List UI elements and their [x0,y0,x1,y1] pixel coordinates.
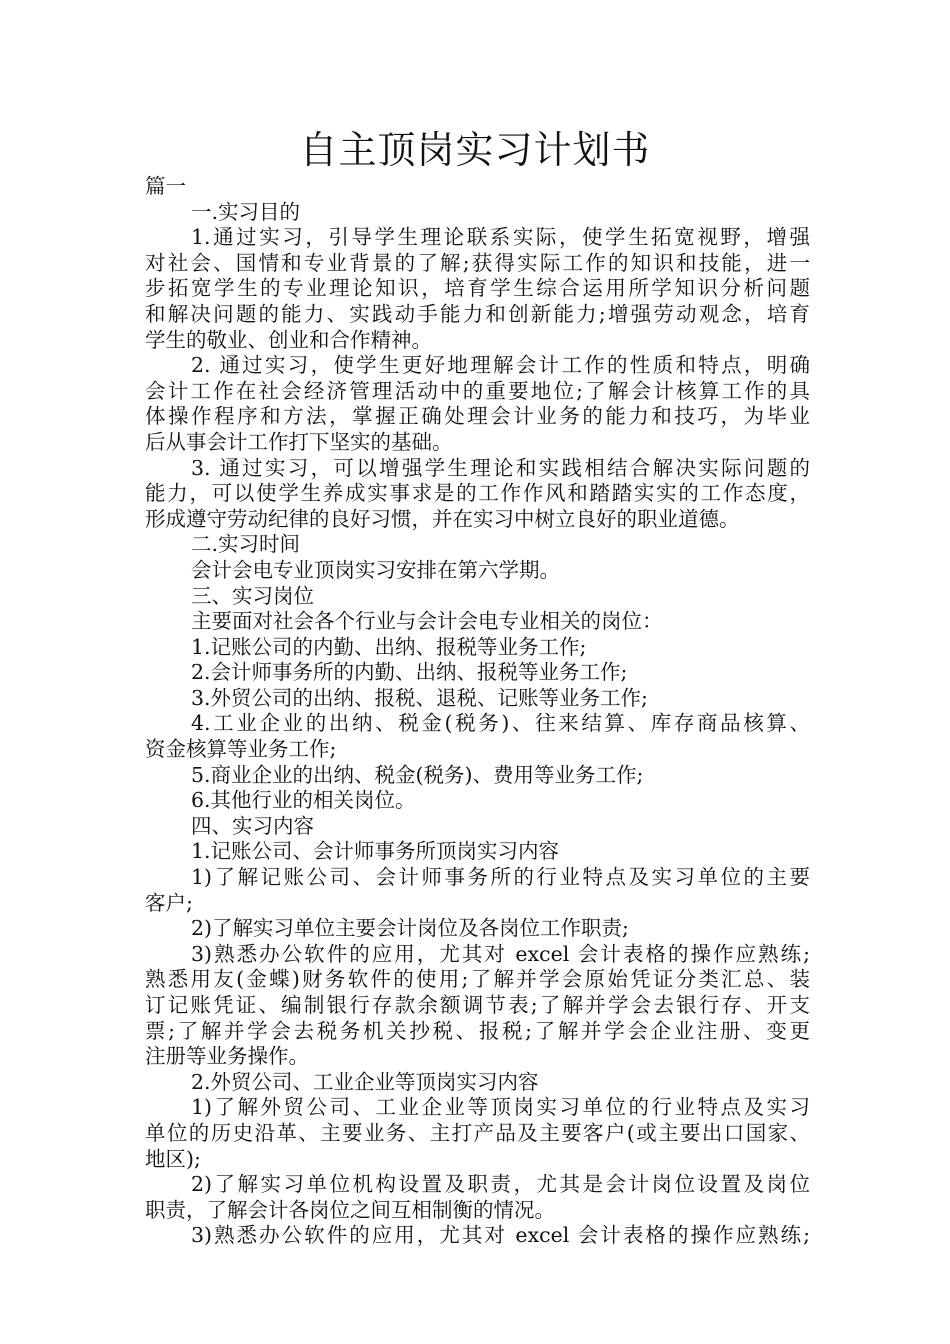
text-line: 1.通过实习，引导学生理论联系实际，使学生拓宽视野，增强 [191,225,810,250]
text-line: 会计工作在社会经济管理活动中的重要地位;了解会计核算工作的具 [145,378,810,403]
text-line: 注册等业务操作。 [145,1044,309,1069]
text-line: 一.实习目的 [191,199,301,224]
text-line: 会计会电专业顶岗实习安排在第六学期。 [191,557,560,582]
text-line: 客户; [145,890,193,915]
text-line: 地区); [145,1146,201,1171]
document-title: 自主顶岗实习计划书 [299,128,651,172]
text-line: 2.会计师事务所的内勤、出纳、报税等业务工作; [191,660,628,685]
text-line: 票;了解并学会去税务机关抄税、报税;了解并学会企业注册、变更 [145,1018,810,1043]
text-line: 2. 通过实习，使学生更好地理解会计工作的性质和特点，明确 [191,353,810,378]
text-line: 资金核算等业务工作; [145,737,337,762]
text-line: 5.商业企业的出纳、税金(税务)、费用等业务工作; [191,762,644,787]
text-line: 对社会、国情和专业背景的了解;获得实际工作的知识和技能，进一 [145,250,810,275]
text-line: 学生的敬业、创业和合作精神。 [145,327,432,352]
text-line: 1)了解记账公司、会计师事务所的行业特点及实习单位的主要 [191,865,810,890]
text-line: 体操作程序和方法，掌握正确处理会计业务的能力和技巧，为毕业 [145,404,810,429]
text-line: 和解决问题的能力、实践动手能力和创新能力;增强劳动观念，培育 [145,301,810,326]
text-line: 1.记账公司、会计师事务所顶岗实习内容 [191,839,560,864]
text-line: 单位的历史沿革、主要业务、主打产品及主要客户(或主要出口国家、 [145,1120,810,1145]
text-line: 3)熟悉办公软件的应用，尤其对 excel 会计表格的操作应熟练; [191,941,810,966]
text-line: 职责，了解会计各岗位之间互相制衡的情况。 [145,1197,555,1222]
text-line: 形成遵守劳动纪律的良好习惯，并在实习中树立良好的职业道德。 [145,506,740,531]
text-line: 1)了解外贸公司、工业企业等顶岗实习单位的行业特点及实习 [191,1095,810,1120]
text-line: 主要面对社会各个行业与会计会电专业相关的岗位： [191,609,663,634]
text-line: 步拓宽学生的专业理论知识，培育学生综合运用所学知识分析问题 [145,276,810,301]
text-line: 能力，可以使学生养成实事求是的工作作风和踏踏实实的工作态度， [145,481,810,506]
text-line: 三、实习岗位 [191,583,314,608]
text-line: 订记账凭证、编制银行存款余额调节表;了解并学会去银行存、开支 [145,993,810,1017]
text-line: 四、实习内容 [191,813,314,838]
text-line: 2)了解实习单位机构设置及职责，尤其是会计岗位设置及岗位 [191,1172,810,1197]
text-line: 3)熟悉办公软件的应用，尤其对 excel 会计表格的操作应熟练; [191,1223,810,1248]
text-line: 1.记账公司的内勤、出纳、报税等业务工作; [191,634,587,659]
text-line: 3.外贸公司的出纳、报税、退税、记账等业务工作; [191,685,648,710]
text-line: 篇一 [145,174,186,198]
text-line: 熟悉用友(金蝶)财务软件的使用;了解并学会原始凭证分类汇总、装 [145,967,810,992]
text-line: 3. 通过实习，可以增强学生理论和实践相结合解决实际问题的 [191,455,810,480]
text-line: 二.实习时间 [191,532,301,557]
text-line: 2.外贸公司、工业企业等顶岗实习内容 [191,1069,539,1094]
text-line: 后从事会计工作打下坚实的基础。 [145,429,453,454]
text-line: 2)了解实习单位主要会计岗位及各岗位工作职责; [191,916,629,941]
document-body [145,174,810,1249]
text-line: 6.其他行业的相关岗位。 [191,788,416,813]
text-line: 4.工业企业的出纳、税金(税务)、往来结算、库存商品核算、 [191,711,810,736]
